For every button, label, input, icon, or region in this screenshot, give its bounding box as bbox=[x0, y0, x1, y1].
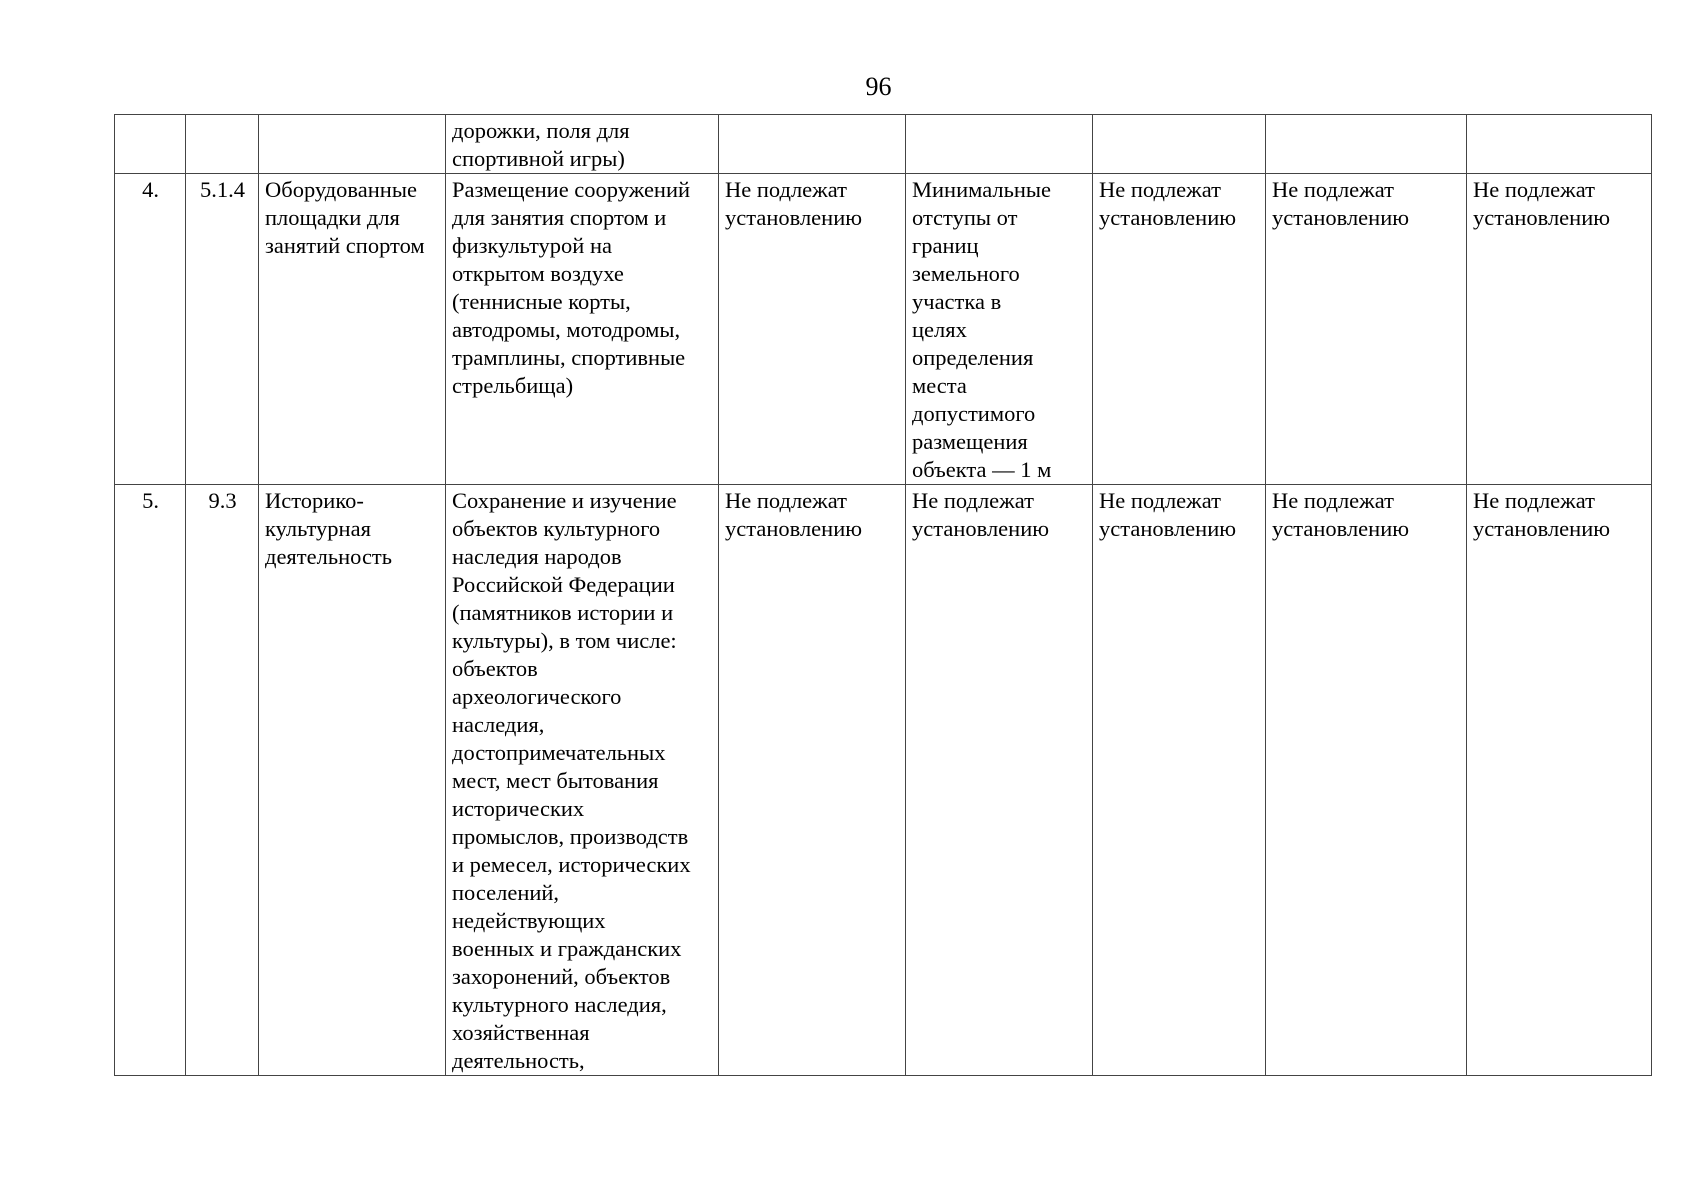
cell-text-line: достопримечательных bbox=[452, 740, 666, 765]
cell-text-line: Сохранение и изучение bbox=[452, 488, 677, 513]
cell-text-line: недействующих bbox=[452, 908, 606, 933]
cell-text-line: физкультурой на bbox=[452, 233, 612, 258]
cell-text-line: наследия, bbox=[452, 712, 545, 737]
param-cell-7 bbox=[1093, 174, 1266, 485]
param-cell-5 bbox=[719, 174, 906, 485]
cell-text-line: установлению bbox=[725, 205, 863, 230]
cell-text-line: Не подлежат bbox=[1473, 177, 1595, 202]
cell-text-line: Размещение сооружений bbox=[452, 177, 691, 202]
cell-text-line: деятельность, bbox=[452, 1048, 585, 1073]
cell-text-line: для занятия спортом и bbox=[452, 205, 667, 230]
cell-text-line: поселений, bbox=[452, 880, 560, 905]
param-cell-6 bbox=[906, 485, 1093, 1076]
cell-text-line: трамплины, спортивные bbox=[452, 345, 686, 370]
use-code-cell bbox=[186, 485, 259, 1076]
cell-text-line: допустимого bbox=[912, 401, 1036, 426]
cell-text-line: установлению bbox=[912, 516, 1050, 541]
cell-text-line: целях bbox=[912, 317, 967, 342]
cell-text-line: Не подлежат bbox=[725, 488, 847, 513]
cell-text-line: Не подлежат bbox=[1272, 177, 1394, 202]
cell-text-line: мест, мест бытования bbox=[452, 768, 659, 793]
cell-text: 9.3 bbox=[208, 488, 237, 513]
cell-text-line: исторических bbox=[452, 796, 585, 821]
cell-text-line: Не подлежат bbox=[1099, 488, 1221, 513]
description-cell bbox=[446, 174, 719, 485]
cell-text-line: культуры), в том числе: bbox=[452, 628, 677, 653]
cell-text-line: промыслов, производств bbox=[452, 824, 689, 849]
cell-text-line: и ремесел, исторических bbox=[452, 852, 691, 877]
row-number-cell bbox=[115, 115, 186, 174]
cell-text-line: культурная bbox=[265, 516, 371, 541]
cell-text-line: площадки для bbox=[265, 205, 400, 230]
land-use-table bbox=[114, 114, 1652, 1076]
cell-text-line: культурного наследия, bbox=[452, 992, 667, 1017]
cell-text-line: Минимальные bbox=[912, 177, 1052, 202]
cell-text-line: участка в bbox=[912, 289, 1002, 314]
cell-text-line: определения bbox=[912, 345, 1034, 370]
row-number-cell bbox=[115, 485, 186, 1076]
cell-text-line: установлению bbox=[1099, 205, 1237, 230]
use-code-cell bbox=[186, 174, 259, 485]
cell-text-line: Российской Федерации bbox=[452, 572, 675, 597]
row-number-cell bbox=[115, 174, 186, 485]
cell-text-line: Не подлежат bbox=[912, 488, 1034, 513]
cell-text-line: установлению bbox=[1272, 205, 1410, 230]
use-name-cell bbox=[259, 485, 446, 1076]
cell-text-line: установлению bbox=[1473, 205, 1611, 230]
cell-text-line: места bbox=[912, 373, 967, 398]
cell-text-line: Не подлежат bbox=[1099, 177, 1221, 202]
cell-text-line: Не подлежат bbox=[1473, 488, 1595, 513]
param-cell-7 bbox=[1093, 115, 1266, 174]
cell-text-line: размещения bbox=[912, 429, 1028, 454]
cell-text: 5.1.4 bbox=[200, 177, 245, 202]
cell-text-line: военных и гражданских bbox=[452, 936, 682, 961]
cell-text-line: земельного bbox=[912, 261, 1020, 286]
cell-text-line: Не подлежат bbox=[1272, 488, 1394, 513]
cell-text-line: отступы от bbox=[912, 205, 1018, 230]
table-row bbox=[115, 485, 1652, 1076]
cell-text-line: Историко- bbox=[265, 488, 364, 513]
use-name-cell bbox=[259, 115, 446, 174]
page-number: 96 bbox=[865, 72, 892, 101]
cell-text-line: установлению bbox=[1473, 516, 1611, 541]
param-cell-6 bbox=[906, 115, 1093, 174]
cell-text-line: (памятников истории и bbox=[452, 600, 674, 625]
cell-text-line: Не подлежат bbox=[725, 177, 847, 202]
cell-text-line: объектов культурного bbox=[452, 516, 661, 541]
cell-text-line: автодромы, мотодромы, bbox=[452, 317, 681, 342]
cell-text-line: деятельность bbox=[265, 544, 393, 569]
cell-text-line: хозяйственная bbox=[452, 1020, 590, 1045]
use-name-cell bbox=[259, 174, 446, 485]
description-cell bbox=[446, 485, 719, 1076]
table-row bbox=[115, 115, 1652, 174]
cell-text-line: установлению bbox=[725, 516, 863, 541]
cell-text-line: установлению bbox=[1099, 516, 1237, 541]
cell-text-line: захоронений, объектов bbox=[452, 964, 671, 989]
cell-text-line: археологического bbox=[452, 684, 622, 709]
cell-text-line: установлению bbox=[1272, 516, 1410, 541]
param-cell-5 bbox=[719, 115, 906, 174]
param-cell-8 bbox=[1266, 485, 1467, 1076]
cell-text-line: (теннисные корты, bbox=[452, 289, 631, 314]
param-cell-8 bbox=[1266, 174, 1467, 485]
cell-text-line: Оборудованные bbox=[265, 177, 417, 202]
cell-text-line: наследия народов bbox=[452, 544, 622, 569]
param-cell-9 bbox=[1467, 174, 1652, 485]
param-cell-9 bbox=[1467, 115, 1652, 174]
cell-text-line: объектов bbox=[452, 656, 538, 681]
use-code-cell bbox=[186, 115, 259, 174]
param-cell-6 bbox=[906, 174, 1093, 485]
cell-text-line: стрельбища) bbox=[452, 373, 574, 398]
cell-text-line: занятий спортом bbox=[265, 233, 425, 258]
param-cell-7 bbox=[1093, 485, 1266, 1076]
cell-text-line: объекта — 1 м bbox=[912, 457, 1052, 482]
param-cell-8 bbox=[1266, 115, 1467, 174]
table-row bbox=[115, 174, 1652, 485]
cell-text-line: спортивной игры) bbox=[452, 146, 625, 171]
param-cell-9 bbox=[1467, 485, 1652, 1076]
description-cell bbox=[446, 115, 719, 174]
cell-text-line: открытом воздухе bbox=[452, 261, 624, 286]
param-cell-5 bbox=[719, 485, 906, 1076]
cell-text-line: дорожки, поля для bbox=[452, 118, 630, 143]
cell-text: 4. bbox=[142, 177, 159, 202]
cell-text: 5. bbox=[142, 488, 159, 513]
cell-text-line: границ bbox=[912, 233, 979, 258]
